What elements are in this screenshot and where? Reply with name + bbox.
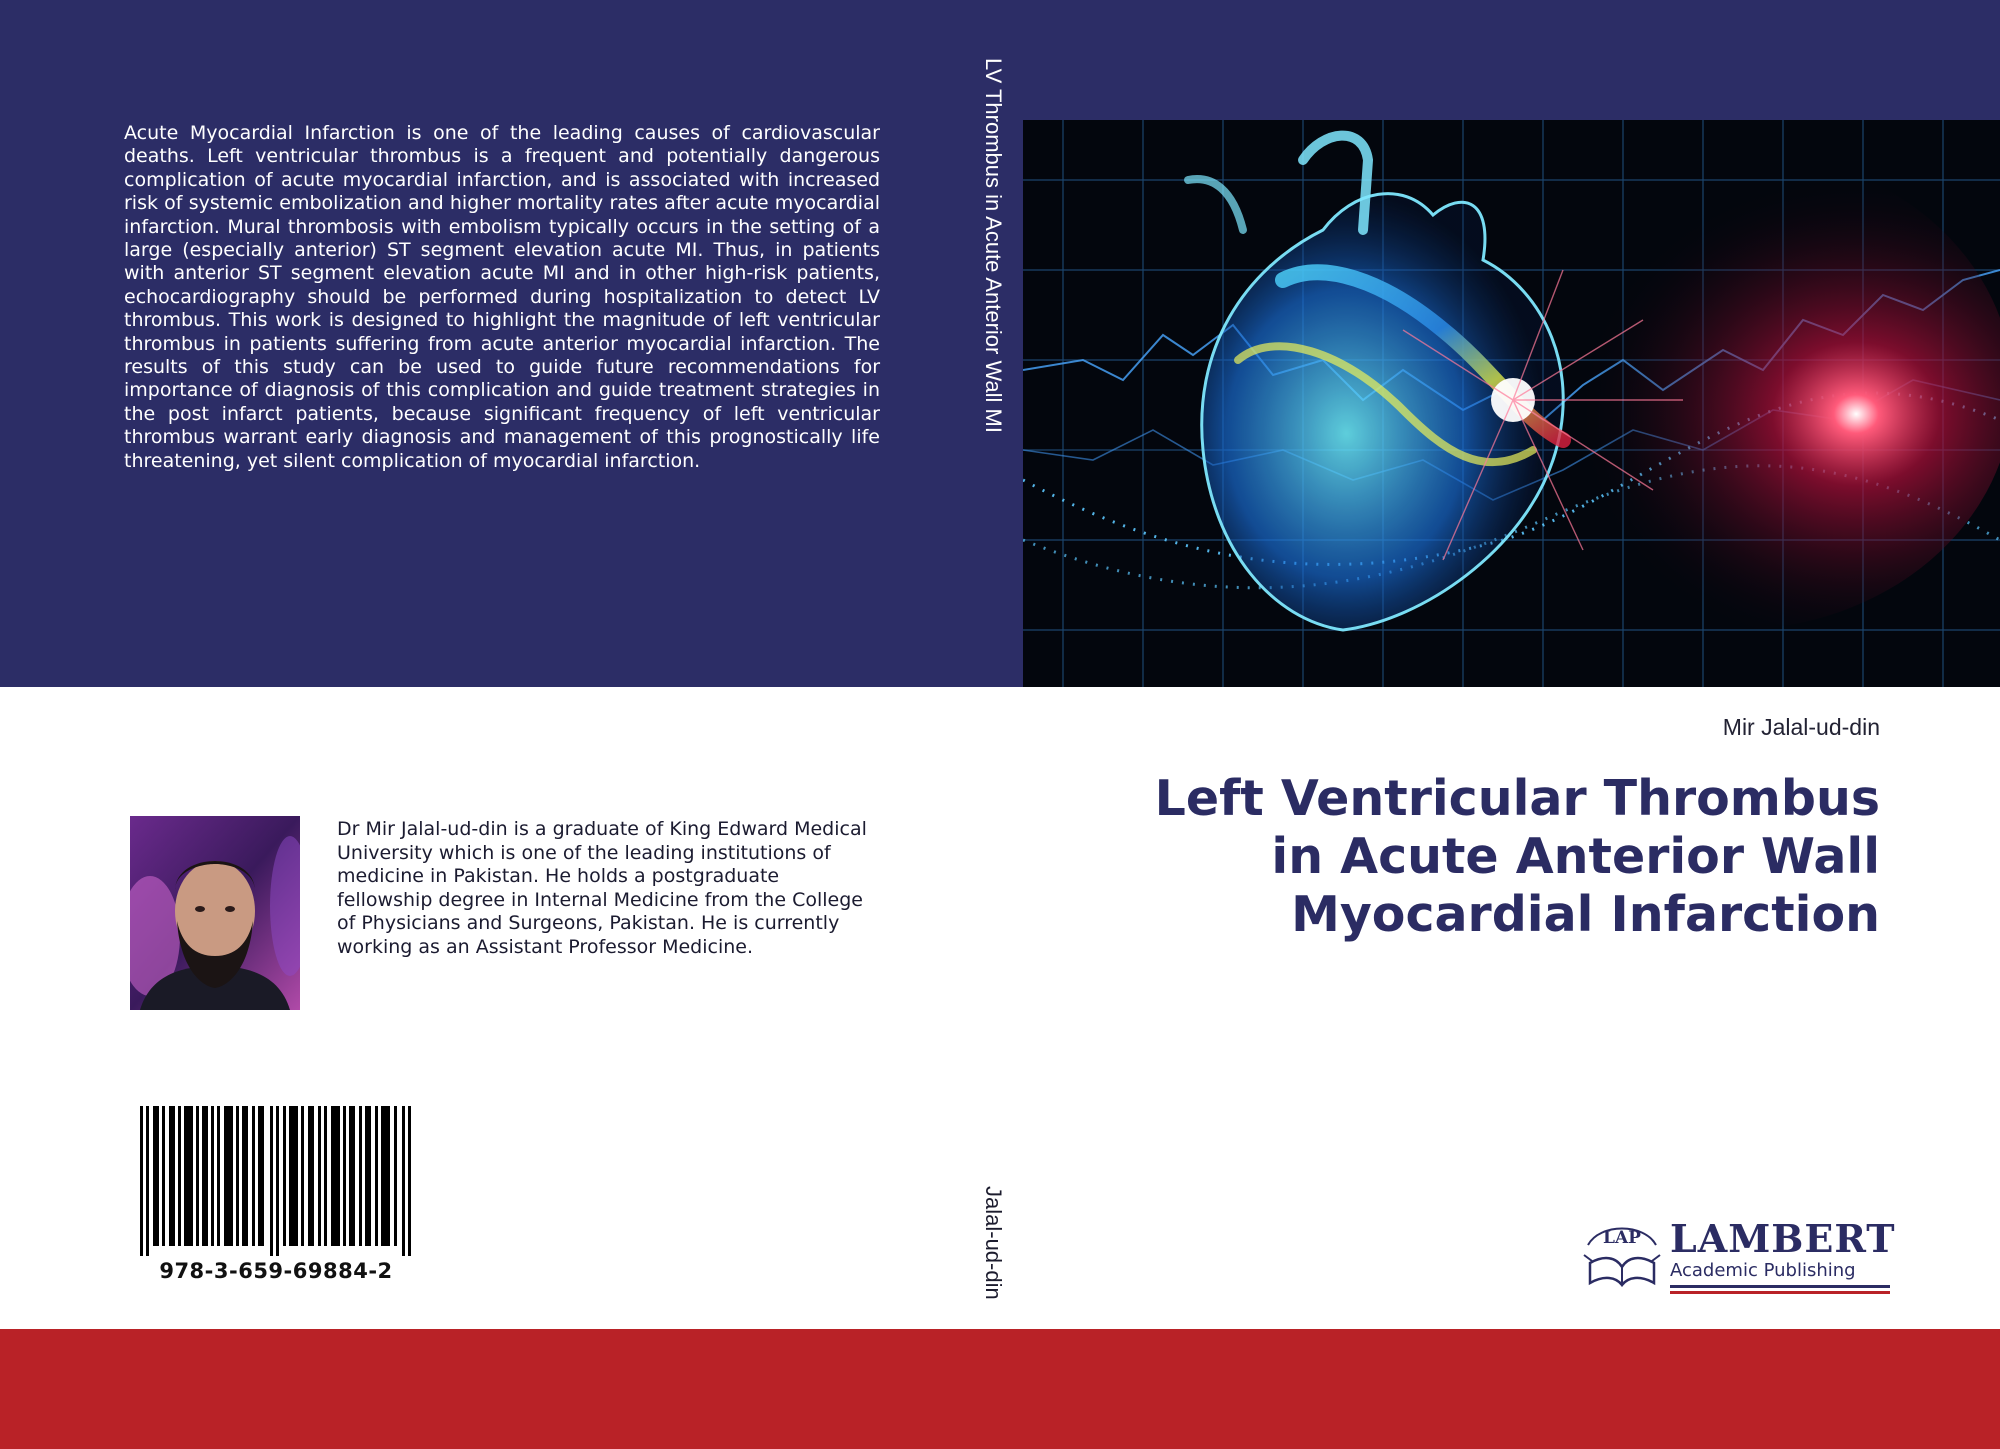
heart-illustration-icon [1023, 120, 2000, 687]
publisher-logo [1580, 1215, 1900, 1295]
author-bio: Dr Mir Jalal-ud-din is a graduate of King Edward Medical University which is one of the leading institutions of medicine in Pakistan. He holds a postgraduate fellowship degree in Internal Medicine from the College of Physicians and Surgeons, Pakistan. He is currently working as an Assistant Professor Medicine. [337, 818, 867, 958]
book-title-line-2: in Acute Anterior Wall [1271, 828, 1880, 885]
front-cover-author: Mir Jalal-ud-din [1722, 714, 1880, 740]
barcode-icon [136, 1106, 416, 1256]
back-cover-blurb: Acute Myocardial Infarction is one of the leading causes of cardiovascular deaths. Left ventricular thrombus is a frequent and potentially dangerous complication of acute myocardial infarction, and is associated with increased risk of systemic embolization and higher mortality rates after acute myocardial infarction. Mural thrombosis with embolism typically occurs in the setting of a large (especially anterior) ST segment elevation acute MI. Thus, in patients with anterior ST segment elevation acute MI and in other high-risk patients, echocardiography should be performed during hospitalization to detect LV thrombus. This work is designed to highlight the magnitude of left ventricular thrombus in patients suffering from acute anterior myocardial infarction. The results of this study can be used to guide future recommendations for importance of diagnosis of this complication and guide treatment strategies in the post infarct patients, because significant frequency of left ventricular thrombus warrant early diagnosis and management of this prognostically life threatening, yet silent complication of myocardial infarction. [124, 122, 880, 472]
book-title-line-1: Left Ventricular Thrombus [1154, 770, 1880, 827]
isbn-number: 978-3-659-69884-2 [159, 1259, 393, 1283]
book-title-line-3: Myocardial Infarction [1291, 886, 1880, 943]
cover-heart-image [1023, 120, 2000, 687]
author-photo [130, 816, 300, 1010]
publisher-name: LAMBERT [1670, 1216, 1896, 1261]
open-book-emblem-icon [1580, 1215, 1664, 1295]
publisher-emblem-text: LAP [1603, 1228, 1641, 1248]
publisher-subtitle: Academic Publishing [1670, 1260, 1856, 1281]
author-portrait-icon [130, 816, 300, 1010]
cover-red-band [0, 1329, 2000, 1449]
spine-title: LV Thrombus in Acute Anterior Wall MI [981, 58, 1006, 433]
book-title [980, 770, 1880, 944]
spine-author: Jalal-ud-din [981, 1186, 1006, 1300]
publisher-rule-red [1670, 1291, 1890, 1294]
publisher-rule-navy [1670, 1285, 1890, 1288]
